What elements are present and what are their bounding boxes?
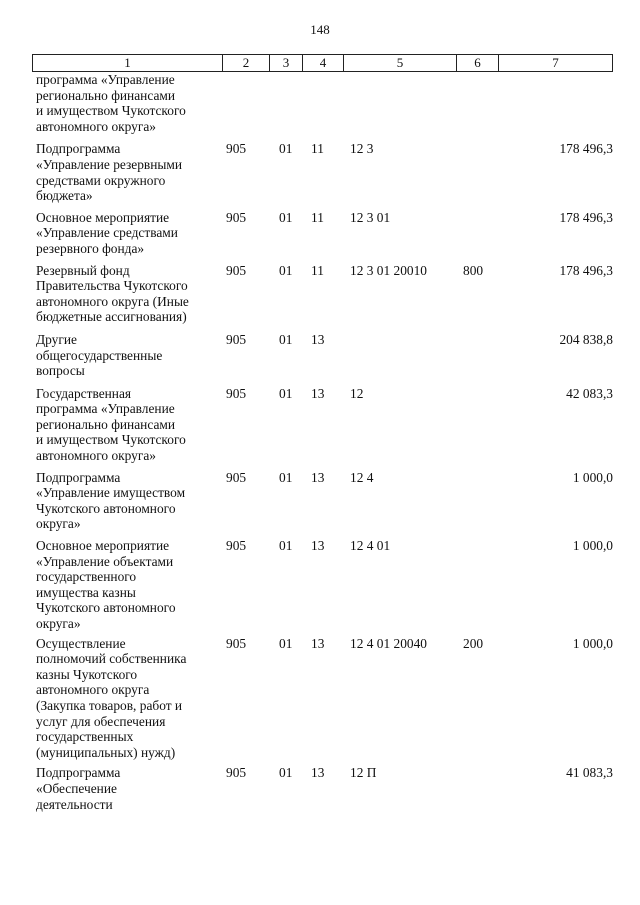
row-col-7: 1 000,0	[572, 538, 613, 554]
row-name-line: Основное мероприятие	[36, 209, 170, 225]
row-name-line: «Управление объектами	[36, 553, 174, 569]
row-name-line: Подпрограмма	[36, 141, 121, 157]
row-col-3: 01	[279, 141, 293, 157]
row-col-6: 200	[463, 635, 484, 651]
row-col-2: 905	[226, 262, 247, 278]
page-number: 148	[310, 22, 330, 37]
row-name-line: «Управление резервными	[36, 156, 183, 172]
table-row	[32, 538, 613, 632]
row-name-line: автономного округа»	[36, 118, 156, 134]
row-col-2: 905	[226, 385, 247, 401]
row-col-7: 1 000,0	[572, 635, 613, 651]
row-col-5: 12 П	[350, 765, 377, 781]
row-col-5: 12 3 01	[350, 209, 391, 225]
table-row	[32, 263, 613, 325]
row-col-4: 11	[311, 262, 324, 278]
row-col-3: 01	[279, 385, 293, 401]
row-col-7: 178 496,3	[559, 209, 613, 225]
table-body	[32, 72, 613, 812]
table-row	[32, 210, 613, 257]
row-name	[32, 263, 226, 325]
row-name	[32, 332, 226, 379]
header-col-6: 6	[456, 55, 498, 71]
row-name-line: округа»	[36, 616, 81, 631]
row-name-line: Резервный фонд	[36, 262, 130, 278]
row-col-3: 01	[279, 262, 293, 278]
row-name-line: средствами окружного	[36, 172, 166, 188]
row-name-line: Осуществление	[36, 635, 126, 651]
header-col-1: 1	[32, 55, 222, 71]
row-col-7: 1 000,0	[572, 469, 613, 485]
table-row	[32, 470, 613, 532]
row-col-3: 01	[279, 635, 293, 651]
row-col-4: 13	[311, 635, 325, 651]
row-name-line: общегосударственные	[36, 347, 163, 363]
row-col-7: 41 083,3	[566, 765, 613, 781]
row-name-line: (муниципальных) нужд)	[36, 744, 176, 760]
row-name-line: услуг для обеспечения	[36, 713, 166, 729]
table-row	[32, 636, 613, 761]
row-name	[32, 470, 226, 532]
table-header	[32, 54, 613, 72]
row-col-4: 11	[311, 209, 324, 225]
table-row	[32, 72, 613, 134]
row-name-line: программа «Управление	[36, 72, 175, 87]
row-col-7: 42 083,3	[566, 385, 613, 401]
row-name	[32, 538, 226, 632]
row-name-line: бюджетные ассигнования)	[36, 309, 187, 325]
row-name	[32, 72, 226, 134]
row-name-line: Подпрограмма	[36, 765, 121, 781]
row-name-line: Основное мероприятие	[36, 538, 170, 554]
row-col-4: 13	[311, 765, 325, 781]
header-col-4: 4	[302, 55, 343, 71]
row-name-line: Государственная	[36, 385, 132, 401]
row-col-4: 13	[311, 469, 325, 485]
row-col-2: 905	[226, 765, 247, 781]
row-col-4: 11	[311, 141, 324, 157]
row-name-line: Правительства Чукотского	[36, 278, 188, 294]
row-name	[32, 210, 226, 257]
row-name-line: бюджета»	[36, 188, 93, 204]
table-row	[32, 386, 613, 464]
row-name-line: и имуществом Чукотского	[36, 432, 186, 448]
row-name-line: «Обеспечение	[36, 780, 117, 796]
row-name-line: автономного округа (Иные	[36, 293, 189, 309]
row-col-3: 01	[279, 331, 293, 347]
row-name-line: автономного округа	[36, 682, 150, 698]
row-name-line: государственных	[36, 729, 134, 745]
row-name	[32, 386, 226, 464]
row-col-2: 905	[226, 538, 247, 554]
row-name-line: регионально финансами	[36, 416, 176, 432]
row-col-5: 12 3	[350, 141, 374, 157]
row-name-line: «Управление имуществом	[36, 485, 186, 501]
row-col-4: 13	[311, 331, 325, 347]
row-name-line: полномочий собственника	[36, 651, 187, 667]
row-name	[32, 141, 226, 203]
row-col-5: 12	[350, 385, 364, 401]
row-name-line: резервного фонда»	[36, 240, 145, 256]
header-col-5: 5	[343, 55, 456, 71]
row-name-line: государственного	[36, 569, 137, 585]
header-col-3: 3	[269, 55, 302, 71]
row-name-line: казны Чукотского	[36, 666, 138, 682]
row-col-7: 204 838,8	[559, 331, 613, 347]
row-col-2: 905	[226, 635, 247, 651]
row-col-4: 13	[311, 385, 325, 401]
table-row	[32, 765, 613, 812]
row-col-4: 13	[311, 538, 325, 554]
header-col-7: 7	[498, 55, 613, 71]
table-row	[32, 141, 613, 203]
row-name-line: «Управление средствами	[36, 225, 178, 241]
row-col-5: 12 4	[350, 469, 374, 485]
row-name-line: программа «Управление	[36, 401, 175, 417]
row-name-line: Чукотского автономного	[36, 500, 176, 516]
row-name-line: Другие	[36, 331, 77, 347]
row-col-2: 905	[226, 141, 247, 157]
row-name	[32, 765, 226, 812]
row-col-2: 905	[226, 209, 247, 225]
row-name-line: округа»	[36, 516, 81, 532]
row-col-7: 178 496,3	[559, 262, 613, 278]
row-col-3: 01	[279, 209, 293, 225]
row-name-line: автономного округа»	[36, 448, 156, 464]
row-col-2: 905	[226, 331, 247, 347]
row-col-5: 12 3 01 20010	[350, 262, 427, 278]
row-col-3: 01	[279, 538, 293, 554]
row-name-line: (Закупка товаров, работ и	[36, 697, 183, 713]
row-col-6: 800	[463, 262, 484, 278]
row-col-5: 12 4 01 20040	[350, 635, 427, 651]
header-col-2: 2	[222, 55, 269, 71]
table-row	[32, 332, 613, 379]
row-name-line: Подпрограмма	[36, 469, 121, 485]
row-name-line: имущества казны	[36, 584, 136, 600]
row-name-line: деятельности	[36, 796, 113, 812]
row-name	[32, 636, 226, 761]
row-name-line: вопросы	[36, 363, 85, 379]
row-col-3: 01	[279, 469, 293, 485]
row-name-line: и имуществом Чукотского	[36, 103, 186, 119]
row-col-2: 905	[226, 469, 247, 485]
row-name-line: Чукотского автономного	[36, 600, 176, 616]
row-col-7: 178 496,3	[559, 141, 613, 157]
row-col-5: 12 4 01	[350, 538, 391, 554]
row-name-line: регионально финансами	[36, 87, 176, 103]
row-col-3: 01	[279, 765, 293, 781]
